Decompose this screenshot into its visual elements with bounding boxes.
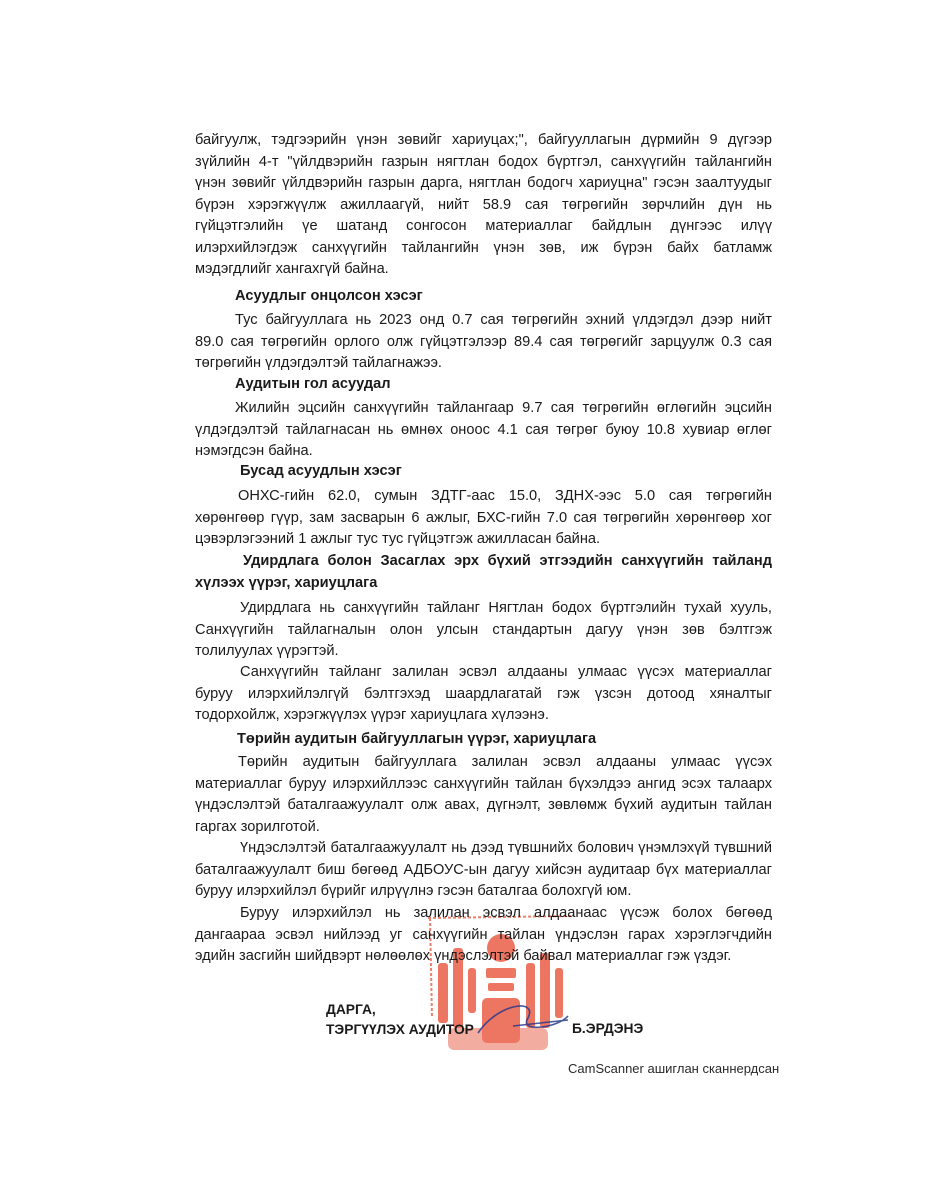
signature-name: Б.ЭРДЭНЭ bbox=[572, 1021, 644, 1036]
paragraph-line: тодорхойлж, хэрэгжүүлэх үүрэг хариуцлага хүлээнэ. bbox=[195, 707, 549, 723]
paragraph-line: Төрийн аудитын байгууллага залилан эсвэл алдааны улмаас үүсэх bbox=[238, 754, 772, 770]
paragraph-line: буруу илэрхийлэлгүй бэлтгэхэд шаардлагатай гэж үзсэн дотоод хяналтыг bbox=[195, 685, 772, 702]
signature-title-line2: ТЭРГҮҮЛЭХ АУДИТОР bbox=[326, 1022, 474, 1037]
section-heading-text: Төрийн аудитын байгууллагын үүрэг, хариуцлага bbox=[237, 731, 597, 747]
section-heading bbox=[195, 286, 772, 308]
paragraph bbox=[195, 486, 772, 551]
paragraph bbox=[195, 903, 772, 968]
paragraph-line: Санхүүгийн тайланг залилан эсвэл алдааны улмаас үүсэх материаллаг bbox=[240, 664, 772, 680]
paragraph bbox=[195, 838, 772, 903]
paragraph-line: зүйлийн 4-т "үйлдвэрийн газрын нягтлан бодох бүртгэл, санхүүгийн тайлангийн bbox=[195, 153, 772, 170]
paragraph-line: Удирдлага болон Засаглах эрх бүхий этгээдийн санхүүгийн тайланд bbox=[243, 553, 772, 569]
paragraph-line: материаллаг буруу илэрхийллээс санхүүгийн тайлан бүхэлдээ ангид эсэх талаарх bbox=[195, 775, 772, 792]
section-heading-text: Асуудлыг онцолсон хэсэг bbox=[235, 288, 423, 304]
paragraph-line: бүрэн хэрэгжүүлж ажиллаагүй, нийт 58.9 сая төгрөгийн зөрчлийн дүн нь bbox=[195, 196, 772, 213]
paragraph-line: буруу илэрхийлэл бүрийг илрүүлнэ гэсэн баталгаа болохгүй юм. bbox=[195, 883, 632, 899]
section-heading-text: Аудитын гол асуудал bbox=[235, 376, 391, 392]
paragraph-line: нэмэгдсэн байна. bbox=[195, 443, 313, 459]
paragraph bbox=[195, 598, 772, 663]
paragraph bbox=[195, 662, 772, 727]
paragraph-line: ОНХС-гийн 62.0, сумын ЗДТГ-аас 15.0, ЗДНХ-ээс 5.0 сая төгрөгийн bbox=[238, 488, 772, 504]
paragraph-line: илэрхийлэгдэж санхүүгийн тайлангийн үнэн зөв, иж бүрэн байх батламж bbox=[195, 239, 772, 256]
paragraph-line: гүйцэтгэлийн үе шатанд сонгосон материаллаг байдлын дүнгээс илүү bbox=[195, 218, 772, 234]
paragraph-line: Тус байгууллага нь 2023 онд 0.7 сая төгрөгийн эхний үлдэгдэл дээр нийт bbox=[235, 312, 772, 328]
paragraph-line: Жилийн эцсийн санхүүгийн тайлангаар 9.7 сая төгрөгийн өглөгийн эцсийн bbox=[235, 400, 772, 416]
scanner-watermark-text: CamScanner ашиглан сканнердсан bbox=[568, 1061, 780, 1076]
section-heading-text: Бусад асуудлын хэсэг bbox=[240, 463, 402, 479]
paragraph-line: хөрөнгөөр гүүр, зам засварын 6 ажлыг, БХС-гийн 7.0 сая төгрөгийн хөрөнгөөр хог bbox=[195, 509, 772, 526]
paragraph-line: Буруу илэрхийлэл нь залилан эсвэл алдаанаас үүсэж болох бөгөөд bbox=[240, 905, 772, 921]
paragraph bbox=[195, 310, 772, 375]
section-heading bbox=[195, 374, 772, 396]
signature-title-line1: ДАРГА, bbox=[326, 1002, 376, 1017]
bold-paragraph bbox=[195, 551, 772, 594]
paragraph-line: төгрөгийн үлдэгдэлтэй тайлагнажээ. bbox=[195, 355, 442, 371]
paragraph-line: үнэн зөвийг үйлдвэрийн газрын дарга, нягтлан бодогч хариуцна" гэсэн заалтуудыг bbox=[195, 175, 772, 191]
paragraph-line: байгуулж, тэдгээрийн үнэн зөвийг хариуцах;", байгууллагын дүрмийн 9 дүгээр bbox=[195, 132, 772, 148]
paragraph bbox=[195, 130, 772, 281]
paragraph-line: үндэслэлтэй баталгаажуулалт олж авах, дүгнэлт, зөвлөмж бүхий аудитын тайлан bbox=[195, 797, 772, 813]
section-heading bbox=[195, 729, 772, 751]
section-heading bbox=[195, 461, 772, 483]
paragraph-line: Санхүүгийн тайлагналын олон улсын стандартын дагуу үнэн зөв бэлтгэж bbox=[195, 621, 772, 638]
paragraph-line: цэвэрлэгээний 1 ажлыг тус тус гүйцэтгэж ажилласан байна. bbox=[195, 531, 601, 547]
paragraph-line: гаргах зорилготой. bbox=[195, 818, 320, 835]
paragraph-line: Үндэслэлтэй баталгаажуулалт нь дээд түвшнийх болович үнэмлэхүй түвшний bbox=[240, 840, 772, 856]
paragraph bbox=[195, 398, 772, 463]
paragraph-line: хүлээх үүрэг, хариуцлага bbox=[195, 574, 378, 591]
paragraph-line: Удирдлага нь санхүүгийн тайланг Нягтлан бодох бүртгэлийн тухай хууль, bbox=[240, 600, 772, 616]
paragraph-line: үлдэгдэлтэй тайлагнасан нь өмнөх оноос 4.1 сая төгрөг буюу 10.8 хувиар өглөг bbox=[195, 421, 772, 438]
paragraph-line: эдийн засгийн шийдвэрт нөлөөлөх үндэслэлтэй байвал материаллаг гэж үздэг. bbox=[195, 948, 732, 964]
paragraph-line: мэдэгдлийг хангахгүй байна. bbox=[195, 261, 389, 277]
paragraph-line: баталгаажуулалт биш бөгөөд АДБОУС-ын дагуу хийсэн аудитаар бүх материаллаг bbox=[195, 861, 772, 878]
paragraph-line: 89.0 сая төгрөгийн орлого олж гүйцэтгэлээр 89.4 сая төгрөгийг зарцуулж 0.3 сая bbox=[195, 333, 772, 350]
paragraph bbox=[195, 752, 772, 838]
paragraph-line: толилуулах үүрэгтэй. bbox=[195, 643, 339, 659]
paragraph-line: дангаараа эсвэл нийлээд уг санхүүгийн тайлан үндэслэн гарах хэрэглэгчдийн bbox=[195, 926, 772, 943]
